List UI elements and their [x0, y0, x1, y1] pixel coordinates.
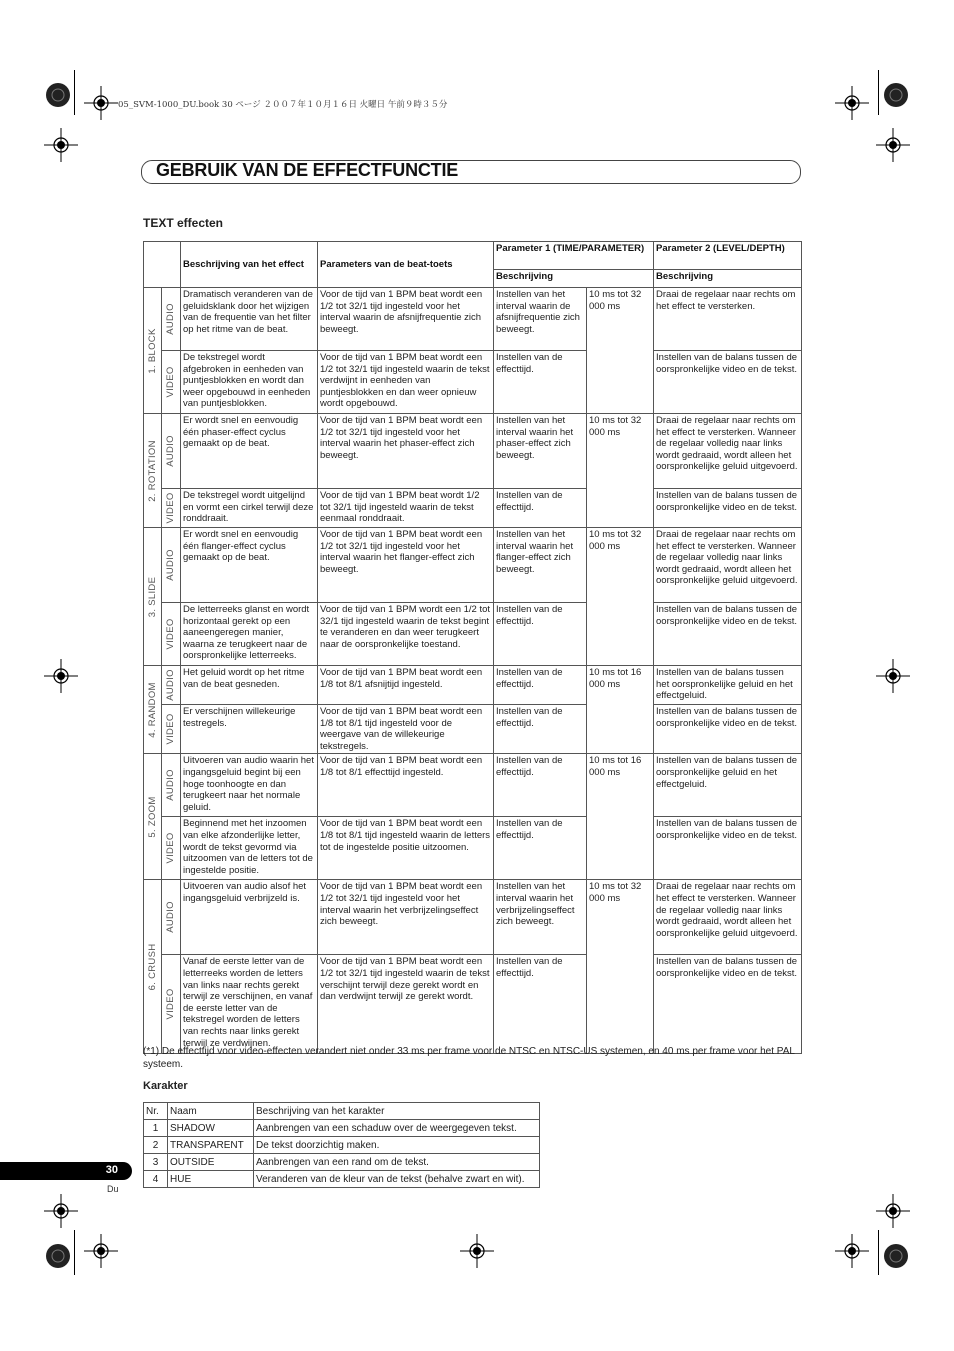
karakter-nr: 2: [144, 1137, 168, 1154]
param1-range: 10 ms tot 16 000 ms: [587, 666, 654, 754]
crop-line: [878, 1230, 879, 1275]
karakter-nr: 4: [144, 1171, 168, 1188]
effect-description: Beginnend met het inzoomen van elke afzonderlijke letter, wordt de tekst gevormd via uitzoomen van de letters tot de ingestelde positie.: [181, 817, 318, 880]
registration-mark-icon: [876, 128, 910, 162]
header-param2-desc: Beschrijving: [654, 270, 802, 288]
table-row: [144, 1120, 540, 1137]
table-row: [144, 705, 802, 754]
param2-description: Instellen van de balans tussen de oorspronkelijke video en de tekst.: [654, 489, 802, 528]
effect-type-cell: [162, 817, 181, 880]
table-row: [144, 817, 802, 880]
param1-description: Instellen van de effecttijd.: [494, 489, 587, 528]
param1-description: Instellen van de effecttijd.: [494, 955, 587, 1054]
param1-description: Instellen van de effecttijd.: [494, 666, 587, 705]
table-row: [144, 666, 802, 705]
table-row: [144, 288, 802, 351]
beat-parameters: Voor de tijd van 1 BPM beat wordt een 1/8 tot 8/1 tijd ingesteld waarin de letters tot de ingestelde positie uitzoomen.: [318, 817, 494, 880]
table-row: [144, 1171, 540, 1188]
effect-type: VIDEO: [165, 832, 177, 864]
param2-description: Draai de regelaar naar rechts om het effect te versterken. Wanneer de regelaar volledig naar links wordt gedraaid, wordt alleen het oorspronkelijke geluid uitgevoerd.: [654, 528, 802, 603]
table-row: [144, 880, 802, 955]
effect-name-cell: [144, 528, 162, 666]
page-number: 30: [105, 1164, 118, 1176]
crop-line: [878, 70, 879, 115]
effect-name: 2. ROTATION: [146, 439, 158, 502]
karakter-beschrijving: Aanbrengen van een rand om de tekst.: [254, 1154, 540, 1171]
beat-parameters: Voor de tijd van 1 BPM wordt een 1/2 tot 32/1 tijd ingesteld waarin de tekst begint te veranderen en dan weer terugkeert naar de oorspronkelijke toestand.: [318, 603, 494, 666]
beat-parameters: Voor de tijd van 1 BPM beat wordt een 1/8 tot 8/1 tijd ingesteld voor de weergave van de willekeurige tekstregels.: [318, 705, 494, 754]
dark-target-icon: [883, 82, 909, 108]
registration-mark-icon: [44, 659, 78, 693]
chapter-title-bar: [141, 160, 801, 184]
effect-description: De letterreeks glanst en wordt horizontaal gerekt op een aaneengeregen manier, waarna ze terugkeert naar de oorspronkelijke letterreeks.: [181, 603, 318, 666]
param2-description: Draai de regelaar naar rechts om het effect te versterken. Wanneer de regelaar volledig naar links wordt gedraaid, wordt alleen het oorspronkelijke geluid uitgevoerd.: [654, 880, 802, 955]
header-param2: Parameter 2 (LEVEL/DEPTH): [654, 242, 802, 270]
karakter-naam: OUTSIDE: [168, 1154, 254, 1171]
karakter-naam: TRANSPARENT: [168, 1137, 254, 1154]
effect-type-cell: [162, 489, 181, 528]
effect-description: Er verschijnen willekeurige testregels.: [181, 705, 318, 754]
crop-line: [74, 70, 75, 115]
table-row: [144, 603, 802, 666]
section-heading-karakter: Karakter: [143, 1080, 188, 1092]
karakter-header-row: [144, 1103, 540, 1120]
registration-mark-icon: [84, 86, 118, 120]
beat-parameters: Voor de tijd van 1 BPM beat wordt een 1/8 tot 8/1 afsnijtijd ingesteld.: [318, 666, 494, 705]
registration-mark-icon: [84, 1234, 118, 1268]
effect-name-cell: [144, 754, 162, 880]
print-info-line: 05_SVM-1000_DU.book 30 ページ ２００７年１０月１６日 火曜日 午前９時３５分: [118, 100, 448, 110]
effect-description: Het geluid wordt op het ritme van de beat gesneden.: [181, 666, 318, 705]
effect-description: Uitvoeren van audio alsof het ingangsgeluid verbrijzeld is.: [181, 880, 318, 955]
footnote: (*1) De effecttijd voor video-effecten verandert niet onder 33 ms per frame voor de NTSC en NTSC-US systemen, en 40 ms per frame voor het PAL systeem.: [143, 1046, 795, 1070]
effect-description: Uitvoeren van audio waarin het ingangsgeluid begint bij een hoge toonhoogte en dan terugkeert naar het normale geluid.: [181, 754, 318, 817]
param1-range: 10 ms tot 32 000 ms: [587, 880, 654, 1054]
effect-type: VIDEO: [165, 492, 177, 524]
registration-mark-icon: [835, 1234, 869, 1268]
beat-parameters: Voor de tijd van 1 BPM beat wordt een 1/8 tot 8/1 effecttijd ingesteld.: [318, 754, 494, 817]
param1-description: Instellen van de effecttijd.: [494, 603, 587, 666]
param1-range: 10 ms tot 32 000 ms: [587, 528, 654, 666]
param1-description: Instellen van de effecttijd.: [494, 351, 587, 414]
language-code: Du: [107, 1184, 119, 1194]
param2-description: Instellen van de balans tussen de oorspronkelijke video en de tekst.: [654, 817, 802, 880]
effect-name: 3. SLIDE: [146, 576, 158, 617]
effect-type: VIDEO: [165, 713, 177, 745]
effect-type: AUDIO: [165, 303, 177, 335]
param2-description: Instellen van de balans tussen de oorspronkelijke video en de tekst.: [654, 955, 802, 1054]
effect-name-cell: [144, 288, 162, 414]
section-heading-text-effects: TEXT effecten: [143, 216, 224, 230]
effect-type-cell: [162, 351, 181, 414]
dark-target-icon: [45, 82, 71, 108]
effect-type: VIDEO: [165, 618, 177, 650]
effect-type-cell: [162, 705, 181, 754]
effect-type: AUDIO: [165, 549, 177, 581]
effect-description: Er wordt snel en eenvoudig één phaser-effect cyclus gemaakt op de beat.: [181, 414, 318, 489]
crop-line: [74, 1230, 75, 1275]
effect-type: AUDIO: [165, 435, 177, 467]
param1-description: Instellen van het interval waarin het flanger-effect zich beweegt.: [494, 528, 587, 603]
effect-type: AUDIO: [165, 901, 177, 934]
beat-parameters: Voor de tijd van 1 BPM beat wordt een 1/2 tot 32/1 tijd ingesteld voor het interval waarin de afsnijfrequentie zich beweegt.: [318, 288, 494, 351]
header-param1: Parameter 1 (TIME/PARAMETER): [494, 242, 654, 270]
effect-type-cell: [162, 528, 181, 603]
effect-name-cell: [144, 880, 162, 1054]
page-number-tab: [0, 1162, 132, 1180]
param1-range: 10 ms tot 32 000 ms: [587, 288, 654, 414]
header-blank: [144, 242, 181, 288]
effect-type-cell: [162, 754, 181, 817]
karakter-table: [143, 1102, 540, 1188]
param2-description: Instellen van de balans tussen de oorspronkelijke video en de tekst.: [654, 351, 802, 414]
header-description: Beschrijving van het effect: [181, 242, 318, 288]
beat-parameters: Voor de tijd van 1 BPM beat wordt 1/2 tot 32/1 tijd ingesteld waarin de tekst eenmaal ronddraait.: [318, 489, 494, 528]
table-row: [144, 1154, 540, 1171]
karakter-nr: 3: [144, 1154, 168, 1171]
karakter-naam: SHADOW: [168, 1120, 254, 1137]
effect-name: 1. BLOCK: [146, 327, 158, 374]
effect-type: VIDEO: [165, 366, 177, 398]
effect-type: VIDEO: [165, 988, 177, 1020]
karakter-beschrijving: Aanbrengen van een schaduw over de weergegeven tekst.: [254, 1120, 540, 1137]
karakter-header-beschrijving: Beschrijving van het karakter: [254, 1103, 540, 1120]
param2-description: Draai de regelaar naar rechts om het effect te versterken.: [654, 288, 802, 351]
chapter-title: GEBRUIK VAN DE EFFECTFUNCTIE: [156, 160, 459, 180]
param1-description: Instellen van de effecttijd.: [494, 754, 587, 817]
param2-description: Instellen van de balans tussen de oorspronkelijke video en de tekst.: [654, 603, 802, 666]
param2-description: Instellen van de balans tussen het oorspronkelijke geluid en het effectgeluid.: [654, 666, 802, 705]
param1-range: 10 ms tot 32 000 ms: [587, 414, 654, 528]
table-row: [144, 955, 802, 1054]
param2-description: Draai de regelaar naar rechts om het effect te versterken. Wanneer de regelaar volledig naar links wordt gedraaid, wordt alleen het oorspronkelijke geluid uitgevoerd.: [654, 414, 802, 489]
effect-type: AUDIO: [165, 769, 177, 802]
param1-range: 10 ms tot 16 000 ms: [587, 754, 654, 880]
registration-mark-icon: [876, 1194, 910, 1228]
beat-parameters: Voor de tijd van 1 BPM beat wordt een 1/2 tot 32/1 tijd ingesteld waarin de tekst verdwijnt in eenheden van puntjesblokken en dan weer opnieuw wordt opgebouwd.: [318, 351, 494, 414]
effect-name-cell: [144, 666, 162, 754]
table-row: [144, 489, 802, 528]
registration-mark-icon: [876, 659, 910, 693]
param1-description: Instellen van het interval waarin de afsnijfrequentie zich beweegt.: [494, 288, 587, 351]
table-row: [144, 754, 802, 817]
effect-name: 6. CRUSH: [146, 943, 158, 991]
registration-mark-icon: [44, 128, 78, 162]
effect-name: 4. RANDOM: [146, 681, 158, 738]
param2-description: Instellen van de balans tussen de oorspronkelijke video en de tekst.: [654, 705, 802, 754]
table-row: [144, 1137, 540, 1154]
param1-description: Instellen van het interval waarin het verbrijzelingseffect zich beweegt.: [494, 880, 587, 955]
registration-mark-icon: [44, 1194, 78, 1228]
param2-description: Instellen van de balans tussen de oorspronkelijke geluid en het effectgeluid.: [654, 754, 802, 817]
param1-description: Instellen van het interval waarin het phaser-effect zich beweegt.: [494, 414, 587, 489]
header-beat-params: Parameters van de beat-toets: [318, 242, 494, 288]
registration-mark-icon: [835, 86, 869, 120]
table-row: [144, 528, 802, 603]
karakter-beschrijving: Veranderen van de kleur van de tekst (behalve zwart en wit).: [254, 1171, 540, 1188]
beat-parameters: Voor de tijd van 1 BPM beat wordt een 1/2 tot 32/1 tijd ingesteld voor het interval waarin het verbrijzelingseffect zich beweegt.: [318, 880, 494, 955]
table-row: [144, 351, 802, 414]
effect-name: 5. ZOOM: [146, 796, 158, 838]
effect-type-cell: [162, 955, 181, 1054]
effect-type-cell: [162, 603, 181, 666]
text-effects-table: [143, 241, 802, 1054]
table-row: [144, 414, 802, 489]
dark-target-icon: [45, 1243, 71, 1269]
effect-description: Er wordt snel en eenvoudig één flanger-effect cyclus gemaakt op de beat.: [181, 528, 318, 603]
effect-description: De tekstregel wordt uitgelijnd en vormt een cirkel terwijl deze ronddraait.: [181, 489, 318, 528]
karakter-header-naam: Naam: [168, 1103, 254, 1120]
karakter-naam: HUE: [168, 1171, 254, 1188]
header-param1-desc: Beschrijving: [494, 270, 654, 288]
effect-type-cell: [162, 288, 181, 351]
param1-description: Instellen van de effecttijd.: [494, 817, 587, 880]
beat-parameters: Voor de tijd van 1 BPM beat wordt een 1/2 tot 32/1 tijd ingesteld voor het interval waarin het flanger-effect zich beweegt.: [318, 528, 494, 603]
effect-type-cell: [162, 880, 181, 955]
beat-parameters: Voor de tijd van 1 BPM beat wordt een 1/2 tot 32/1 tijd ingesteld waarin de tekst verschijnt terwijl deze gerekt wordt en dan verdwijnt terwijl ze gerekt wordt.: [318, 955, 494, 1054]
effect-type-cell: [162, 414, 181, 489]
karakter-nr: 1: [144, 1120, 168, 1137]
karakter-beschrijving: De tekst doorzichtig maken.: [254, 1137, 540, 1154]
param1-description: Instellen van de effecttijd.: [494, 705, 587, 754]
effect-description: De tekstregel wordt afgebroken in eenheden van puntjesblokken en wordt dan weer opgebouwd in eenheden van puntjesblokken.: [181, 351, 318, 414]
effect-type-cell: [162, 666, 181, 705]
beat-parameters: Voor de tijd van 1 BPM beat wordt een 1/2 tot 32/1 tijd ingesteld voor het interval waarin het phaser-effect zich beweegt.: [318, 414, 494, 489]
registration-mark-icon: [460, 1234, 494, 1268]
karakter-header-nr: Nr.: [144, 1103, 168, 1120]
effect-type: AUDIO: [165, 669, 177, 701]
effect-description: Dramatisch veranderen van de geluidsklank door het wijzigen van de frequentie van het filter op het ritme van de beat.: [181, 288, 318, 351]
effect-description: Vanaf de eerste letter van de letterreeks worden de letters van links naar rechts gerekt terwijl ze verschijnen, en vanaf de eerste letter van de tekstregel worden de letters van rechts naar links gerekt terwijl ze verdwijnen.: [181, 955, 318, 1054]
effect-name-cell: [144, 414, 162, 528]
dark-target-icon: [883, 1243, 909, 1269]
